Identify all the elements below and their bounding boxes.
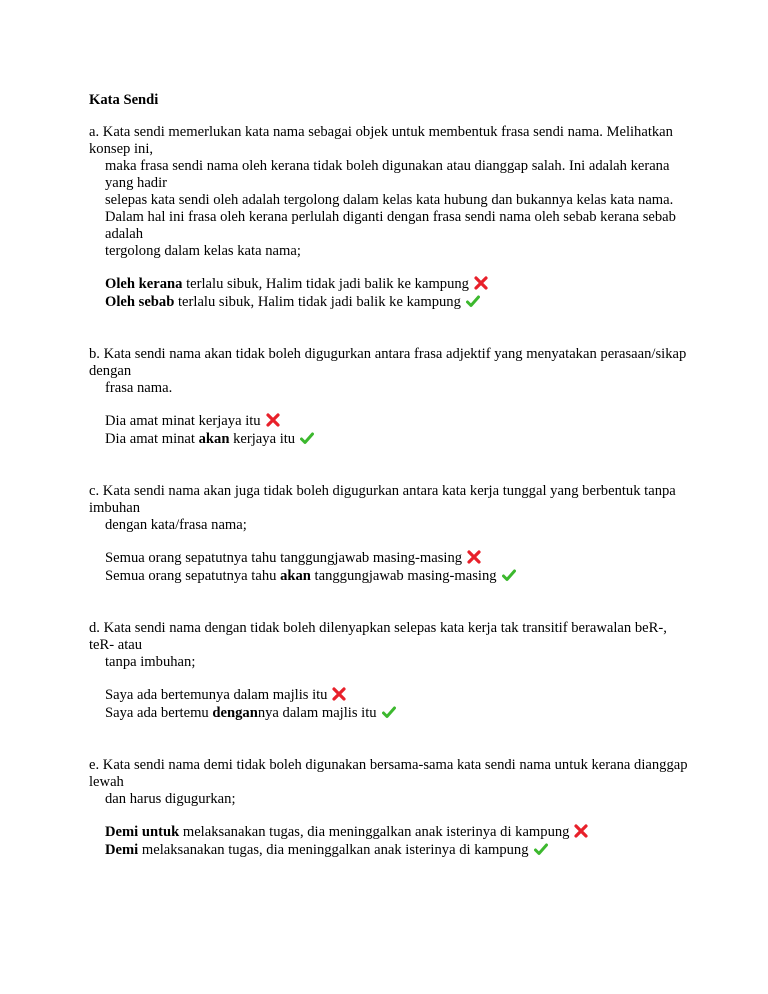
red-cross-icon [266, 413, 280, 427]
section-text-line: Dalam hal ini frasa oleh kerana perlulah diganti dengan frasa sendi nama oleh sebab kerana sebab adalah [105, 209, 676, 242]
section-text-line: a. Kata sendi memerlukan kata nama sebagai objek untuk membentuk frasa sendi nama. Melihatkan konsep ini, [89, 124, 673, 157]
section-text-line: e. Kata sendi nama demi tidak boleh digunakan bersama-sama kata sendi nama untuk kerana dianggap lewah [89, 757, 688, 790]
section-e [89, 757, 689, 859]
document-page [89, 92, 689, 894]
example-sentence: Semua orang sepatutnya tahu tanggungjawab masing-masing [105, 550, 689, 567]
green-check-icon [382, 705, 396, 719]
red-cross-icon [332, 687, 346, 701]
example-sentence: Demi melaksanakan tugas, dia meninggalkan anak isterinya di kampung [105, 842, 689, 859]
red-cross-icon [574, 824, 588, 838]
section-text-line: tergolong dalam kelas kata nama; [105, 243, 301, 259]
section-text-line: dengan kata/frasa nama; [105, 517, 247, 533]
example-sentence: Oleh sebab terlalu sibuk, Halim tidak jadi balik ke kampung [105, 294, 689, 311]
example-sentence: Dia amat minat akan kerjaya itu [105, 431, 689, 448]
examples [89, 824, 689, 859]
example-sentence: Semua orang sepatutnya tahu akan tanggungjawab masing-masing [105, 568, 689, 585]
examples [89, 413, 689, 448]
section-c [89, 483, 689, 585]
section-text-line: c. Kata sendi nama akan juga tidak boleh digugurkan antara kata kerja tunggal yang berbentuk tanpa imbuhan [89, 483, 676, 516]
examples [89, 276, 689, 311]
green-check-icon [466, 294, 480, 308]
example-sentence: Saya ada bertemu dengannya dalam majlis itu [105, 705, 689, 722]
green-check-icon [534, 842, 548, 856]
section-text-line: dan harus digugurkan; [105, 791, 236, 807]
example-sentence: Saya ada bertemunya dalam majlis itu [105, 687, 689, 704]
example-sentence: Oleh kerana terlalu sibuk, Halim tidak jadi balik ke kampung [105, 276, 689, 293]
examples [89, 550, 689, 585]
section-text-line: tanpa imbuhan; [105, 654, 196, 670]
section-a [89, 124, 689, 311]
document-title: Kata Sendi [89, 92, 159, 108]
section-text-line: b. Kata sendi nama akan tidak boleh digugurkan antara frasa adjektif yang menyatakan perasaan/sikap dengan [89, 346, 687, 379]
section-text-line: d. Kata sendi nama dengan tidak boleh dilenyapkan selepas kata kerja tak transitif berawalan beR-, teR- atau [89, 620, 667, 653]
section-text-line: frasa nama. [105, 380, 173, 396]
example-sentence: Dia amat minat kerjaya itu [105, 413, 689, 430]
section-b [89, 346, 689, 448]
section-text-line: maka frasa sendi nama oleh kerana tidak boleh digunakan atau dianggap salah. Ini adalah kerana yang hadir [105, 158, 670, 191]
green-check-icon [300, 431, 314, 445]
green-check-icon [502, 568, 516, 582]
section-d [89, 620, 689, 722]
example-sentence: Demi untuk melaksanakan tugas, dia meninggalkan anak isterinya di kampung [105, 824, 689, 841]
red-cross-icon [467, 550, 481, 564]
section-text-line: selepas kata sendi oleh adalah tergolong dalam kelas kata hubung dan bukannya kelas kata nama. [105, 192, 674, 208]
examples [89, 687, 689, 722]
red-cross-icon [474, 276, 488, 290]
